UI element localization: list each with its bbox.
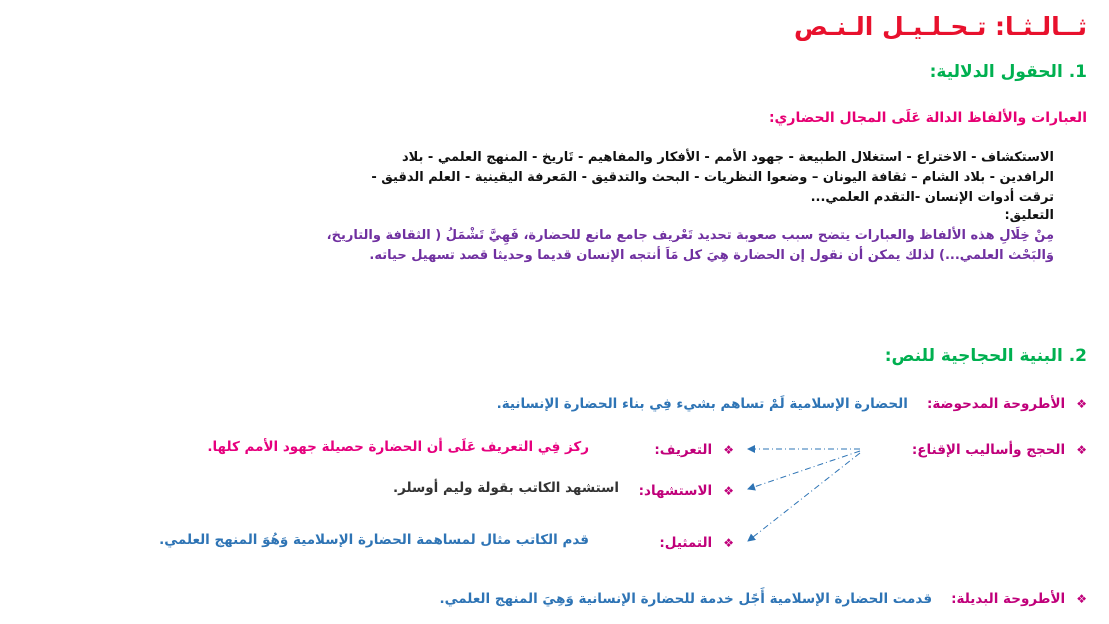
semantic-line-2: الرافدين - بلاد الشام – ثقافة اليونان – وضعوا النظريات - البحث والتدقيق - المَعرفة اليقينية - العلم الدقيق - [371, 170, 1054, 185]
comment-line-2: وَالبَحْث العلمي...) لذلك يمكن أن نقول إن الحضارة هِيَ كل مَاَ أنتجه الإنسان قديما وحديثا قصد تسهيل حياته. [369, 248, 1054, 263]
comment-line-1: مِنْ خِلَالِ هذه الألفاظ والعبارات يتضح سبب صعوبة تحديد تَعْريف جامع مانع للحضارة، فَهِيَّ تَشْمَلُ ( الثقافة والتاريخ، [326, 228, 1054, 243]
rejected-thesis-label: الأطروحة المدحوضة: [926, 396, 1066, 412]
arrow-to-citation [748, 451, 860, 489]
definition-label: التعريف: [654, 442, 713, 458]
alternative-thesis-row [439, 588, 1087, 607]
comment-label: التعليق: [1004, 208, 1054, 223]
citation-text: استشهد الكاتب بقولة وليم أوسلر. [392, 480, 619, 496]
alternative-thesis-label: الأطروحة البديلة: [951, 591, 1066, 607]
rejected-thesis-text: الحضارة الإسلامية لَمْ تساهم بشيء فِي بناء الحضارة الإنسانية. [496, 396, 908, 412]
semantic-line-3: ترقت أدوات الإنسان -التقدم العلمي... [810, 190, 1054, 205]
bullet-diamond-icon: ❖ [1076, 443, 1087, 457]
citation-label: الاستشهاد: [638, 483, 713, 499]
arrow-to-example [748, 453, 860, 541]
section1-heading: 1. الحقول الدلالية: [929, 62, 1087, 82]
bullet-diamond-icon: ❖ [723, 443, 734, 457]
page-title: ثــالـثـا: تـحـلـيـل الـنـص [793, 12, 1087, 41]
semantic-line-1: الاستكشاف - الاختراع - استغلال الطبيعة - جهود الأمم - الأفكار والمفاهيم - تَاريخ - المنهج العلمي - بلاد [401, 150, 1054, 165]
bullet-diamond-icon: ❖ [1076, 592, 1087, 606]
arguments-label: الحجج وأساليب الإقناع: [911, 442, 1066, 458]
semantic-fields-subheading: العبارات والألفاظ الدالة عَلَى المجال الحضاري: [768, 110, 1087, 126]
section2-heading: 2. البنية الحجاجية للنص: [884, 346, 1087, 366]
bullet-diamond-icon: ❖ [1076, 397, 1087, 411]
example-label: التمثيل: [659, 535, 713, 551]
alternative-thesis-text: قدمت الحضارة الإسلامية أَجًل خدمة للحضارة الإنسانية وَهِيَ المنهج العلمي. [439, 591, 933, 607]
example-text: قدم الكاتب مثال لمساهمة الحضارة الإسلامية وَهُوَ المنهج العلمي. [159, 532, 589, 548]
bullet-diamond-icon: ❖ [723, 536, 734, 550]
definition-text: ركز فِي التعريف عَلَى أن الحضارة حصيلة جهود الأمم كلها. [207, 439, 589, 455]
bullet-diamond-icon: ❖ [723, 484, 734, 498]
